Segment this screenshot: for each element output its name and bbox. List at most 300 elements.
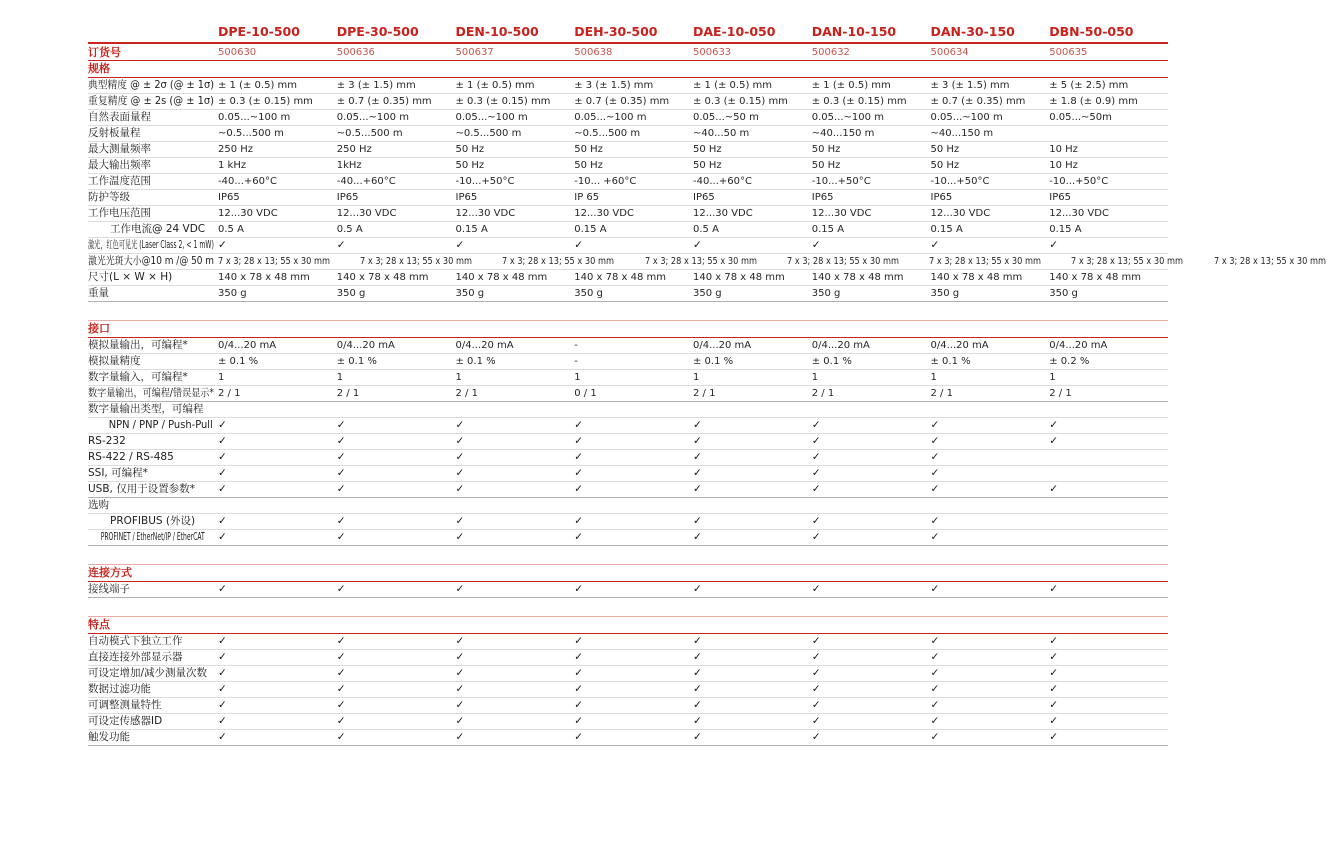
check-mark: ✓ xyxy=(336,651,346,663)
cell-value: 140 x 78 x 48 mm xyxy=(1049,272,1141,283)
check-mark: ✓ xyxy=(930,467,940,479)
cell-value: 0.5 A xyxy=(693,224,719,235)
cell-value: 50 Hz xyxy=(455,160,485,171)
cell-value xyxy=(574,402,693,417)
section-title: 规格 xyxy=(88,61,1168,78)
check-mark: ✓ xyxy=(336,715,346,727)
cell-value: ± 0.3 (± 0.15) mm xyxy=(693,96,788,107)
cell-value: -10... +60°C xyxy=(574,176,637,187)
cell-value: ± 0.2 % xyxy=(1049,356,1090,367)
check-mark: ✓ xyxy=(693,531,702,543)
check-mark: ✓ xyxy=(693,667,702,679)
cell-value: 1kHz xyxy=(336,160,362,171)
cell-value: - xyxy=(574,356,578,367)
cell-value: 350 g xyxy=(693,288,722,299)
cell-value: 1 xyxy=(1049,372,1056,383)
table-row xyxy=(88,385,1168,401)
check-mark: ✓ xyxy=(455,515,465,527)
order-number: 500638 xyxy=(574,46,613,58)
cell-value: 2 / 1 xyxy=(1049,388,1072,399)
cell-value: ± 0.1 % xyxy=(336,356,377,367)
check-mark: ✓ xyxy=(811,239,821,251)
section xyxy=(88,616,1168,746)
check-mark: ✓ xyxy=(336,635,346,647)
cell-value xyxy=(931,402,1050,417)
row-label: RS-232 xyxy=(88,435,126,447)
cell-value: 1 xyxy=(218,372,225,383)
table-row xyxy=(88,338,1168,353)
cell-value: ± 0.1 % xyxy=(455,356,496,367)
cell-value: ± 0.3 (± 0.15) mm xyxy=(218,96,313,107)
cell-value: 350 g xyxy=(1049,288,1078,299)
cell-value: 10 Hz xyxy=(1049,144,1078,155)
check-mark: ✓ xyxy=(811,467,821,479)
check-mark: ✓ xyxy=(336,683,346,695)
table-sections xyxy=(88,61,1326,746)
cell-value: 350 g xyxy=(930,288,960,299)
check-mark: ✓ xyxy=(1049,651,1059,663)
model-header-row xyxy=(88,24,1168,44)
cell-value: 12...30 VDC xyxy=(455,208,516,219)
check-mark: ✓ xyxy=(218,515,227,527)
check-mark: ✓ xyxy=(1049,731,1059,743)
row-label: 模拟量精度 xyxy=(88,355,141,367)
check-mark: ✓ xyxy=(811,451,821,463)
cell-value: -10...+50°C xyxy=(930,176,990,187)
cell-value: 0.05...~100 m xyxy=(811,112,884,123)
cell-value: 50 Hz xyxy=(693,144,722,155)
cell-value: 0.15 A xyxy=(811,224,845,235)
check-mark: ✓ xyxy=(930,715,940,727)
check-mark: ✓ xyxy=(218,531,227,543)
check-mark: ✓ xyxy=(455,531,465,543)
cell-value: 0.05...~100 m xyxy=(218,112,291,123)
row-label: 尺寸(L × W × H) xyxy=(88,271,173,283)
cell-value: 140 x 78 x 48 mm xyxy=(455,272,548,283)
cell-value: ± 3 (± 1.5) mm xyxy=(336,80,416,91)
cell-value: 1 xyxy=(336,372,344,383)
table-row xyxy=(88,729,1168,745)
order-number-label: 订货号 xyxy=(88,45,121,59)
table-row xyxy=(88,369,1168,385)
check-mark: ✓ xyxy=(455,435,465,447)
check-mark: ✓ xyxy=(1049,583,1059,595)
cell-value: 12...30 VDC xyxy=(1049,208,1109,219)
cell-value: 140 x 78 x 48 mm xyxy=(930,272,1023,283)
model-name: DEH-30-500 xyxy=(574,24,658,39)
row-label: 可设定增加/减少测量次数 xyxy=(88,667,208,679)
cell-value: 0.15 A xyxy=(1049,224,1082,235)
check-mark: ✓ xyxy=(1049,419,1059,431)
row-label: USB, 仅用于设置参数* xyxy=(88,483,195,495)
row-label: 数字量输入，可编程* xyxy=(88,371,188,383)
cell-value xyxy=(1049,450,1168,465)
check-mark: ✓ xyxy=(1049,699,1059,711)
cell-value: ~0.5...500 m xyxy=(336,128,403,139)
table-row xyxy=(88,353,1168,369)
check-mark: ✓ xyxy=(574,451,584,463)
cell-value: -40...+60°C xyxy=(336,176,396,187)
cell-value: 140 x 78 x 48 mm xyxy=(218,272,310,283)
cell-value: ± 0.1 % xyxy=(218,356,259,367)
cell-value xyxy=(218,498,337,513)
check-mark: ✓ xyxy=(455,635,465,647)
order-number: 500636 xyxy=(336,46,375,58)
cell-value: 0/4...20 mA xyxy=(336,340,395,351)
cell-value: ± 1 (± 0.5) mm xyxy=(811,80,891,91)
check-mark: ✓ xyxy=(574,419,584,431)
table-row xyxy=(88,449,1168,465)
cell-value: - xyxy=(574,340,578,351)
table-row xyxy=(88,141,1168,157)
check-mark: ✓ xyxy=(336,583,346,595)
check-mark: ✓ xyxy=(1049,239,1059,251)
table-row xyxy=(88,173,1168,189)
check-mark: ✓ xyxy=(218,699,227,711)
table-row xyxy=(88,221,1168,237)
check-mark: ✓ xyxy=(336,667,346,679)
cell-value xyxy=(693,498,812,513)
cell-value: 50 Hz xyxy=(693,160,722,171)
check-mark: ✓ xyxy=(811,515,821,527)
cell-value: ~40...50 m xyxy=(693,128,750,139)
cell-value xyxy=(812,402,931,417)
row-label: PROFINET / EtherNet/IP / EtherCAT xyxy=(100,531,205,543)
section xyxy=(88,564,1168,598)
cell-value: 140 x 78 x 48 mm xyxy=(574,272,666,283)
check-mark: ✓ xyxy=(455,467,465,479)
row-label: 选购 xyxy=(88,499,109,511)
table-row xyxy=(88,93,1168,109)
check-mark: ✓ xyxy=(574,467,584,479)
cell-value xyxy=(1049,498,1168,513)
cell-value: 7 x 3; 28 x 13; 55 x 30 mm xyxy=(502,256,615,267)
check-mark: ✓ xyxy=(574,435,584,447)
check-mark: ✓ xyxy=(218,483,227,495)
check-mark: ✓ xyxy=(574,515,584,527)
check-mark: ✓ xyxy=(1049,483,1059,495)
cell-value: ~40...150 m xyxy=(811,128,875,139)
cell-value: 1 xyxy=(574,372,581,383)
cell-value: 1 xyxy=(455,372,462,383)
cell-value: 2 / 1 xyxy=(693,388,716,399)
check-mark: ✓ xyxy=(930,651,940,663)
section-title: 连接方式 xyxy=(88,564,1168,582)
cell-value: ± 0.1 % xyxy=(930,356,971,367)
cell-value: 1 xyxy=(693,372,700,383)
cell-value: 350 g xyxy=(218,288,247,299)
check-mark: ✓ xyxy=(1049,667,1059,679)
cell-value: 50 Hz xyxy=(811,160,841,171)
row-label: 数字量输出类型，可编程 xyxy=(88,403,204,415)
check-mark: ✓ xyxy=(455,451,465,463)
cell-value: ± 0.1 % xyxy=(811,356,852,367)
model-name: DPE-10-500 xyxy=(218,24,300,39)
table-row xyxy=(88,634,1168,649)
model-name: DAN-30-150 xyxy=(930,24,1015,39)
cell-value: 7 x 3; 28 x 13; 55 x 30 mm xyxy=(644,256,757,267)
cell-value: ± 0.7 (± 0.35) mm xyxy=(930,96,1026,107)
cell-value: 10 Hz xyxy=(1049,160,1078,171)
model-name: DAE-10-050 xyxy=(693,24,776,39)
check-mark: ✓ xyxy=(930,483,940,495)
check-mark: ✓ xyxy=(455,683,465,695)
check-mark: ✓ xyxy=(336,483,346,495)
cell-value: 140 x 78 x 48 mm xyxy=(336,272,429,283)
table-row xyxy=(88,465,1168,481)
check-mark: ✓ xyxy=(336,467,346,479)
datasheet-table xyxy=(88,24,1326,746)
check-mark: ✓ xyxy=(336,515,346,527)
cell-value: 350 g xyxy=(336,288,366,299)
cell-value: 12...30 VDC xyxy=(930,208,991,219)
check-mark: ✓ xyxy=(218,239,227,251)
cell-value: ± 0.3 (± 0.15) mm xyxy=(455,96,551,107)
cell-value: ± 1 (± 0.5) mm xyxy=(455,80,535,91)
check-mark: ✓ xyxy=(930,699,940,711)
check-mark: ✓ xyxy=(930,451,940,463)
cell-value: 2 / 1 xyxy=(218,388,241,399)
row-label: 重复精度 @ ± 2s (@ ± 1σ) xyxy=(88,95,214,107)
row-label: 反射板量程 xyxy=(88,127,141,139)
cell-value: 1 xyxy=(811,372,819,383)
table-row xyxy=(88,681,1168,697)
row-label: 可设定传感器ID xyxy=(88,715,163,727)
check-mark: ✓ xyxy=(218,731,227,743)
check-mark: ✓ xyxy=(455,651,465,663)
check-mark: ✓ xyxy=(1049,683,1059,695)
cell-value: 0.05...~100 m xyxy=(455,112,528,123)
order-number: 500634 xyxy=(930,46,969,58)
check-mark: ✓ xyxy=(693,635,702,647)
cell-value: 7 x 3; 28 x 13; 55 x 30 mm xyxy=(360,256,473,267)
cell-value: 0.15 A xyxy=(574,224,607,235)
cell-value: 0/4...20 mA xyxy=(218,340,277,351)
check-mark: ✓ xyxy=(455,715,465,727)
row-label: 激光光斑大小@10 m /@ 50 m xyxy=(88,255,215,267)
row-label: 最大测量频率 xyxy=(88,143,151,155)
check-mark: ✓ xyxy=(218,683,227,695)
check-mark: ✓ xyxy=(693,683,702,695)
cell-value: 0.05...~100 m xyxy=(574,112,647,123)
check-mark: ✓ xyxy=(930,635,940,647)
check-mark: ✓ xyxy=(811,419,821,431)
check-mark: ✓ xyxy=(1049,635,1059,647)
check-mark: ✓ xyxy=(574,635,584,647)
check-mark: ✓ xyxy=(218,667,227,679)
cell-value: 0.05...~100 m xyxy=(336,112,409,123)
check-mark: ✓ xyxy=(693,731,702,743)
cell-value: -10...+50°C xyxy=(811,176,871,187)
cell-value: ± 1 (± 0.5) mm xyxy=(693,80,773,91)
cell-value: ~0.5...500 m xyxy=(455,128,522,139)
cell-value xyxy=(931,498,1050,513)
cell-value: 0/4...20 mA xyxy=(930,340,989,351)
row-label: 数字量输出，可编程/错误显示* xyxy=(88,387,214,399)
check-mark: ✓ xyxy=(218,715,227,727)
order-number-row xyxy=(88,44,1168,61)
check-mark: ✓ xyxy=(693,651,702,663)
cell-value: ± 1.8 (± 0.9) mm xyxy=(1049,96,1138,107)
cell-value: 2 / 1 xyxy=(455,388,478,399)
check-mark: ✓ xyxy=(455,583,465,595)
cell-value: 12...30 VDC xyxy=(218,208,278,219)
cell-value: IP 65 xyxy=(574,192,600,203)
cell-value xyxy=(1049,466,1168,481)
check-mark: ✓ xyxy=(693,515,702,527)
row-label: 重量 xyxy=(88,287,109,299)
row-label: 可调整测量特性 xyxy=(88,699,162,711)
cell-value xyxy=(1049,514,1168,529)
check-mark: ✓ xyxy=(930,531,940,543)
cell-value xyxy=(574,498,693,513)
check-mark: ✓ xyxy=(455,483,465,495)
check-mark: ✓ xyxy=(455,731,465,743)
check-mark: ✓ xyxy=(811,651,821,663)
section-title: 接口 xyxy=(88,320,1168,338)
cell-value: ± 3 (± 1.5) mm xyxy=(574,80,654,91)
row-label: 触发功能 xyxy=(88,731,130,743)
cell-value: 7 x 3; 28 x 13; 55 x 30 mm xyxy=(1213,256,1326,267)
table-row xyxy=(88,205,1168,221)
table-row xyxy=(88,513,1168,529)
cell-value: 0/4...20 mA xyxy=(811,340,870,351)
cell-value xyxy=(337,402,456,417)
check-mark: ✓ xyxy=(455,667,465,679)
cell-value: IP65 xyxy=(336,192,359,203)
check-mark: ✓ xyxy=(930,515,940,527)
cell-value: 50 Hz xyxy=(574,160,603,171)
cell-value: IP65 xyxy=(693,192,715,203)
check-mark: ✓ xyxy=(811,435,821,447)
cell-value: 2 / 1 xyxy=(336,388,360,399)
cell-value: IP65 xyxy=(930,192,953,203)
cell-value: ± 1 (± 0.5) mm xyxy=(218,80,298,91)
table-row xyxy=(88,529,1168,545)
check-mark: ✓ xyxy=(930,583,940,595)
table-row xyxy=(88,401,1168,417)
cell-value: IP65 xyxy=(218,192,240,203)
check-mark: ✓ xyxy=(336,731,346,743)
check-mark: ✓ xyxy=(218,635,227,647)
order-number: 500635 xyxy=(1049,46,1088,58)
check-mark: ✓ xyxy=(811,531,821,543)
cell-value: 0/4...20 mA xyxy=(693,340,752,351)
check-mark: ✓ xyxy=(693,451,702,463)
table-row xyxy=(88,189,1168,205)
check-mark: ✓ xyxy=(336,699,346,711)
table-row xyxy=(88,649,1168,665)
row-label: 模拟量输出，可编程* xyxy=(88,339,188,351)
check-mark: ✓ xyxy=(1049,715,1059,727)
table-row xyxy=(88,697,1168,713)
row-label: 激光，红色可见光 (Laser Class 2, < 1 mW) xyxy=(88,239,214,251)
cell-value: ± 0.7 (± 0.35) mm xyxy=(574,96,670,107)
table-row xyxy=(88,78,1168,93)
row-label: 工作温度范围 xyxy=(88,175,151,187)
row-label: 自动模式下独立工作 xyxy=(88,635,183,647)
cell-value xyxy=(456,498,575,513)
check-mark: ✓ xyxy=(930,239,940,251)
cell-value: 50 Hz xyxy=(574,144,603,155)
model-name: DPE-30-500 xyxy=(336,24,419,39)
check-mark: ✓ xyxy=(574,583,584,595)
cell-value: 12...30 VDC xyxy=(574,208,634,219)
cell-value: 0/4...20 mA xyxy=(1049,340,1108,351)
check-mark: ✓ xyxy=(693,239,702,251)
table-row xyxy=(88,713,1168,729)
cell-value xyxy=(1049,402,1168,417)
check-mark: ✓ xyxy=(218,435,227,447)
row-label: 直接连接外部显示器 xyxy=(88,651,183,663)
cell-value: 50 Hz xyxy=(811,144,841,155)
check-mark: ✓ xyxy=(930,683,940,695)
cell-value xyxy=(1049,126,1168,141)
cell-value: 12...30 VDC xyxy=(811,208,872,219)
check-mark: ✓ xyxy=(574,239,584,251)
cell-value: 0.5 A xyxy=(336,224,363,235)
cell-value: -10...+50°C xyxy=(455,176,515,187)
cell-value: IP65 xyxy=(811,192,834,203)
model-name: DAN-10-150 xyxy=(811,24,897,39)
check-mark: ✓ xyxy=(811,715,821,727)
row-label: RS-422 / RS-485 xyxy=(88,451,174,463)
cell-value: 0.05...~50m xyxy=(1049,112,1112,123)
cell-value: 2 / 1 xyxy=(930,388,953,399)
check-mark: ✓ xyxy=(455,699,465,711)
cell-value xyxy=(456,402,575,417)
cell-value: -10...+50°C xyxy=(1049,176,1109,187)
cell-value: 50 Hz xyxy=(455,144,485,155)
cell-value: ~0.5...500 m xyxy=(218,128,284,139)
check-mark: ✓ xyxy=(336,419,346,431)
cell-value: 12...30 VDC xyxy=(336,208,397,219)
cell-value: ± 0.3 (± 0.15) mm xyxy=(811,96,907,107)
cell-value: 0.05...~50 m xyxy=(693,112,759,123)
table-row xyxy=(88,253,1326,269)
cell-value: 250 Hz xyxy=(336,144,372,155)
table-row xyxy=(88,109,1168,125)
check-mark: ✓ xyxy=(811,683,821,695)
check-mark: ✓ xyxy=(811,483,821,495)
cell-value: 12...30 VDC xyxy=(693,208,753,219)
check-mark: ✓ xyxy=(574,483,584,495)
check-mark: ✓ xyxy=(574,667,584,679)
cell-value: 2 / 1 xyxy=(811,388,835,399)
cell-value: IP65 xyxy=(455,192,478,203)
table-row xyxy=(88,237,1168,253)
section xyxy=(88,61,1326,302)
table-row xyxy=(88,269,1168,285)
cell-value: 50 Hz xyxy=(930,144,960,155)
check-mark: ✓ xyxy=(336,451,346,463)
table-row xyxy=(88,157,1168,173)
table-row xyxy=(88,125,1168,141)
order-number: 500637 xyxy=(455,46,494,58)
row-label: SSI, 可编程* xyxy=(88,467,148,479)
table-row xyxy=(88,582,1168,597)
cell-value: 250 Hz xyxy=(218,144,254,155)
check-mark: ✓ xyxy=(218,651,227,663)
cell-value: 350 g xyxy=(811,288,841,299)
check-mark: ✓ xyxy=(693,583,702,595)
cell-value: 140 x 78 x 48 mm xyxy=(811,272,904,283)
row-label: 典型精度 @ ± 2σ (@ ± 1σ) xyxy=(88,79,215,91)
cell-value: 0.05...~100 m xyxy=(930,112,1003,123)
table-row xyxy=(88,433,1168,449)
cell-value: ± 0.1 % xyxy=(693,356,734,367)
order-number: 500633 xyxy=(693,46,732,58)
